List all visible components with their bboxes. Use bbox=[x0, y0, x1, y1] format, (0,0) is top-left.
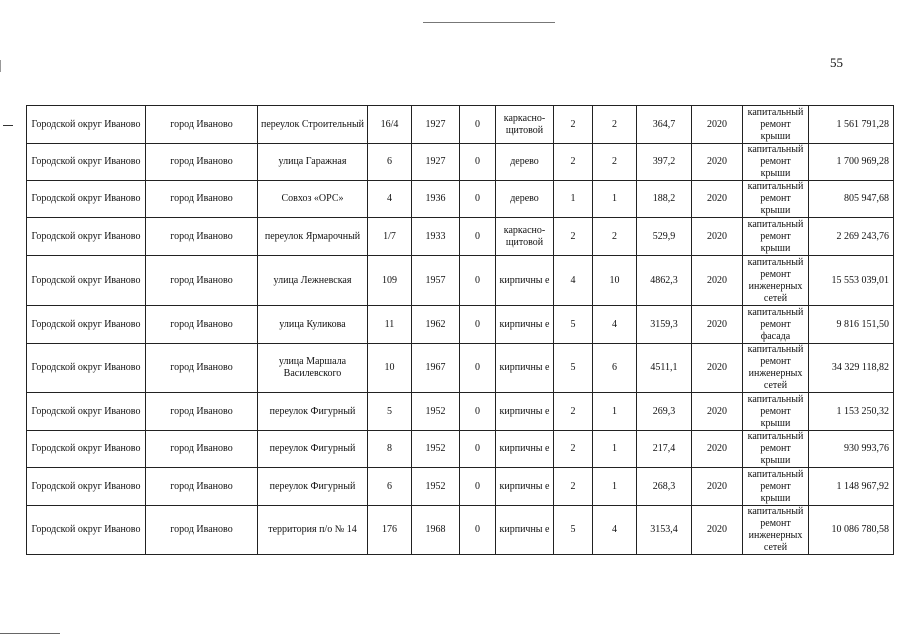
table-row bbox=[27, 468, 894, 506]
cell-plan-year: 2020 bbox=[692, 181, 743, 218]
cell-cost: 1 153 250,32 bbox=[809, 393, 894, 431]
cell-city: город Иваново bbox=[146, 431, 258, 468]
cell-work: капитальный ремонт инженерных сетей bbox=[743, 506, 809, 555]
cell-area: 529,9 bbox=[637, 218, 692, 256]
cell-material: кирпичны е bbox=[496, 468, 554, 506]
cell-house: 16/4 bbox=[368, 106, 412, 144]
cell-street: улица Куликова bbox=[258, 306, 368, 344]
cell-year: 1952 bbox=[412, 393, 460, 431]
cell-floors: 5 bbox=[554, 344, 593, 393]
cell-work: капитальный ремонт инженерных сетей bbox=[743, 256, 809, 306]
cell-floors: 2 bbox=[554, 106, 593, 144]
table-row bbox=[27, 144, 894, 181]
cell-district: Городской округ Иваново bbox=[27, 218, 146, 256]
cell-material: кирпичны е bbox=[496, 393, 554, 431]
cell-plan-year: 2020 bbox=[692, 431, 743, 468]
cell-flag: 0 bbox=[460, 306, 496, 344]
cell-district: Городской округ Иваново bbox=[27, 144, 146, 181]
cell-plan-year: 2020 bbox=[692, 306, 743, 344]
cell-year: 1927 bbox=[412, 144, 460, 181]
cell-area: 4511,1 bbox=[637, 344, 692, 393]
cell-work: капитальный ремонт инженерных сетей bbox=[743, 344, 809, 393]
cell-material: каркасно-щитовой bbox=[496, 106, 554, 144]
cell-plan-year: 2020 bbox=[692, 344, 743, 393]
table-row bbox=[27, 181, 894, 218]
cell-district: Городской округ Иваново bbox=[27, 344, 146, 393]
cell-flag: 0 bbox=[460, 506, 496, 555]
cell-work: капитальный ремонт крыши bbox=[743, 393, 809, 431]
cell-flag: 0 bbox=[460, 344, 496, 393]
cell-city: город Иваново bbox=[146, 468, 258, 506]
table-row bbox=[27, 506, 894, 555]
cell-material: кирпичны е bbox=[496, 256, 554, 306]
cell-cost: 805 947,68 bbox=[809, 181, 894, 218]
cell-floors: 2 bbox=[554, 468, 593, 506]
cell-year: 1952 bbox=[412, 468, 460, 506]
cell-year: 1936 bbox=[412, 181, 460, 218]
cell-cost: 1 148 967,92 bbox=[809, 468, 894, 506]
cell-street: переулок Фигурный bbox=[258, 393, 368, 431]
table-row bbox=[27, 431, 894, 468]
cell-street: Совхоз «ОРС» bbox=[258, 181, 368, 218]
cell-flag: 0 bbox=[460, 144, 496, 181]
cell-work: капитальный ремонт крыши bbox=[743, 106, 809, 144]
cell-street: улица Лежневская bbox=[258, 256, 368, 306]
cell-street: улица Маршала Василевского bbox=[258, 344, 368, 393]
cell-year: 1927 bbox=[412, 106, 460, 144]
cell-year: 1962 bbox=[412, 306, 460, 344]
cell-floors: 5 bbox=[554, 506, 593, 555]
cell-plan-year: 2020 bbox=[692, 256, 743, 306]
cell-entrances: 6 bbox=[593, 344, 637, 393]
cell-entrances: 2 bbox=[593, 218, 637, 256]
cell-city: город Иваново bbox=[146, 393, 258, 431]
cell-entrances: 2 bbox=[593, 144, 637, 181]
cell-flag: 0 bbox=[460, 256, 496, 306]
cell-city: город Иваново bbox=[146, 106, 258, 144]
cell-district: Городской округ Иваново bbox=[27, 181, 146, 218]
cell-city: город Иваново bbox=[146, 181, 258, 218]
cell-entrances: 2 bbox=[593, 106, 637, 144]
cell-city: город Иваново bbox=[146, 144, 258, 181]
cell-work: капитальный ремонт крыши bbox=[743, 181, 809, 218]
housing-repair-table bbox=[26, 105, 894, 555]
cell-floors: 2 bbox=[554, 144, 593, 181]
table-row bbox=[27, 393, 894, 431]
cell-material: дерево bbox=[496, 144, 554, 181]
cell-material: кирпичны е bbox=[496, 306, 554, 344]
cell-material: каркасно-щитовой bbox=[496, 218, 554, 256]
cell-area: 269,3 bbox=[637, 393, 692, 431]
cell-entrances: 10 bbox=[593, 256, 637, 306]
table-row bbox=[27, 106, 894, 144]
cell-plan-year: 2020 bbox=[692, 106, 743, 144]
cell-year: 1957 bbox=[412, 256, 460, 306]
cell-area: 364,7 bbox=[637, 106, 692, 144]
cell-year: 1968 bbox=[412, 506, 460, 555]
cell-house: 11 bbox=[368, 306, 412, 344]
table-row bbox=[27, 344, 894, 393]
cell-flag: 0 bbox=[460, 106, 496, 144]
cell-year: 1967 bbox=[412, 344, 460, 393]
cell-flag: 0 bbox=[460, 181, 496, 218]
cell-house: 176 bbox=[368, 506, 412, 555]
cell-floors: 2 bbox=[554, 218, 593, 256]
table-row bbox=[27, 256, 894, 306]
cell-house: 6 bbox=[368, 144, 412, 181]
cell-area: 268,3 bbox=[637, 468, 692, 506]
scan-artifact-bottom-line bbox=[0, 633, 60, 634]
cell-floors: 5 bbox=[554, 306, 593, 344]
cell-district: Городской округ Иваново bbox=[27, 468, 146, 506]
cell-entrances: 1 bbox=[593, 393, 637, 431]
cell-plan-year: 2020 bbox=[692, 393, 743, 431]
table-row bbox=[27, 218, 894, 256]
cell-cost: 1 561 791,28 bbox=[809, 106, 894, 144]
cell-area: 397,2 bbox=[637, 144, 692, 181]
cell-house: 10 bbox=[368, 344, 412, 393]
cell-cost: 9 816 151,50 bbox=[809, 306, 894, 344]
cell-city: город Иваново bbox=[146, 256, 258, 306]
cell-plan-year: 2020 bbox=[692, 218, 743, 256]
cell-district: Городской округ Иваново bbox=[27, 506, 146, 555]
cell-street: переулок Фигурный bbox=[258, 431, 368, 468]
cell-area: 3153,4 bbox=[637, 506, 692, 555]
cell-city: город Иваново bbox=[146, 506, 258, 555]
cell-entrances: 1 bbox=[593, 468, 637, 506]
table-body bbox=[27, 106, 894, 555]
cell-area: 3159,3 bbox=[637, 306, 692, 344]
cell-cost: 34 329 118,82 bbox=[809, 344, 894, 393]
cell-house: 5 bbox=[368, 393, 412, 431]
cell-year: 1952 bbox=[412, 431, 460, 468]
cell-floors: 4 bbox=[554, 256, 593, 306]
cell-floors: 1 bbox=[554, 181, 593, 218]
cell-district: Городской округ Иваново bbox=[27, 256, 146, 306]
cell-house: 109 bbox=[368, 256, 412, 306]
cell-material: кирпичны е bbox=[496, 431, 554, 468]
cell-plan-year: 2020 bbox=[692, 506, 743, 555]
cell-city: город Иваново bbox=[146, 344, 258, 393]
scan-artifact-top-line bbox=[423, 22, 555, 23]
scan-artifact-left-mark bbox=[0, 60, 1, 72]
cell-floors: 2 bbox=[554, 431, 593, 468]
cell-street: переулок Ярмарочный bbox=[258, 218, 368, 256]
cell-entrances: 1 bbox=[593, 431, 637, 468]
cell-district: Городской округ Иваново bbox=[27, 106, 146, 144]
cell-flag: 0 bbox=[460, 393, 496, 431]
cell-area: 4862,3 bbox=[637, 256, 692, 306]
cell-flag: 0 bbox=[460, 468, 496, 506]
cell-area: 217,4 bbox=[637, 431, 692, 468]
cell-entrances: 4 bbox=[593, 306, 637, 344]
cell-area: 188,2 bbox=[637, 181, 692, 218]
cell-work: капитальный ремонт фасада bbox=[743, 306, 809, 344]
cell-house: 4 bbox=[368, 181, 412, 218]
cell-flag: 0 bbox=[460, 431, 496, 468]
cell-material: кирпичны е bbox=[496, 506, 554, 555]
cell-street: переулок Строительный bbox=[258, 106, 368, 144]
cell-district: Городской округ Иваново bbox=[27, 431, 146, 468]
cell-floors: 2 bbox=[554, 393, 593, 431]
cell-material: дерево bbox=[496, 181, 554, 218]
cell-street: переулок Фигурный bbox=[258, 468, 368, 506]
scan-artifact-dash bbox=[3, 125, 13, 126]
cell-cost: 1 700 969,28 bbox=[809, 144, 894, 181]
cell-work: капитальный ремонт крыши bbox=[743, 431, 809, 468]
cell-district: Городской округ Иваново bbox=[27, 306, 146, 344]
cell-house: 8 bbox=[368, 431, 412, 468]
cell-cost: 2 269 243,76 bbox=[809, 218, 894, 256]
cell-work: капитальный ремонт крыши bbox=[743, 468, 809, 506]
cell-district: Городской округ Иваново bbox=[27, 393, 146, 431]
cell-cost: 10 086 780,58 bbox=[809, 506, 894, 555]
cell-cost: 930 993,76 bbox=[809, 431, 894, 468]
cell-flag: 0 bbox=[460, 218, 496, 256]
cell-plan-year: 2020 bbox=[692, 144, 743, 181]
cell-work: капитальный ремонт крыши bbox=[743, 144, 809, 181]
cell-entrances: 4 bbox=[593, 506, 637, 555]
cell-house: 6 bbox=[368, 468, 412, 506]
cell-city: город Иваново bbox=[146, 306, 258, 344]
cell-cost: 15 553 039,01 bbox=[809, 256, 894, 306]
cell-year: 1933 bbox=[412, 218, 460, 256]
cell-street: улица Гаражная bbox=[258, 144, 368, 181]
cell-house: 1/7 bbox=[368, 218, 412, 256]
cell-entrances: 1 bbox=[593, 181, 637, 218]
cell-work: капитальный ремонт крыши bbox=[743, 218, 809, 256]
cell-material: кирпичны е bbox=[496, 344, 554, 393]
table-row bbox=[27, 306, 894, 344]
cell-plan-year: 2020 bbox=[692, 468, 743, 506]
cell-street: территория п/о № 14 bbox=[258, 506, 368, 555]
page-number: 55 bbox=[830, 55, 843, 70]
cell-city: город Иваново bbox=[146, 218, 258, 256]
